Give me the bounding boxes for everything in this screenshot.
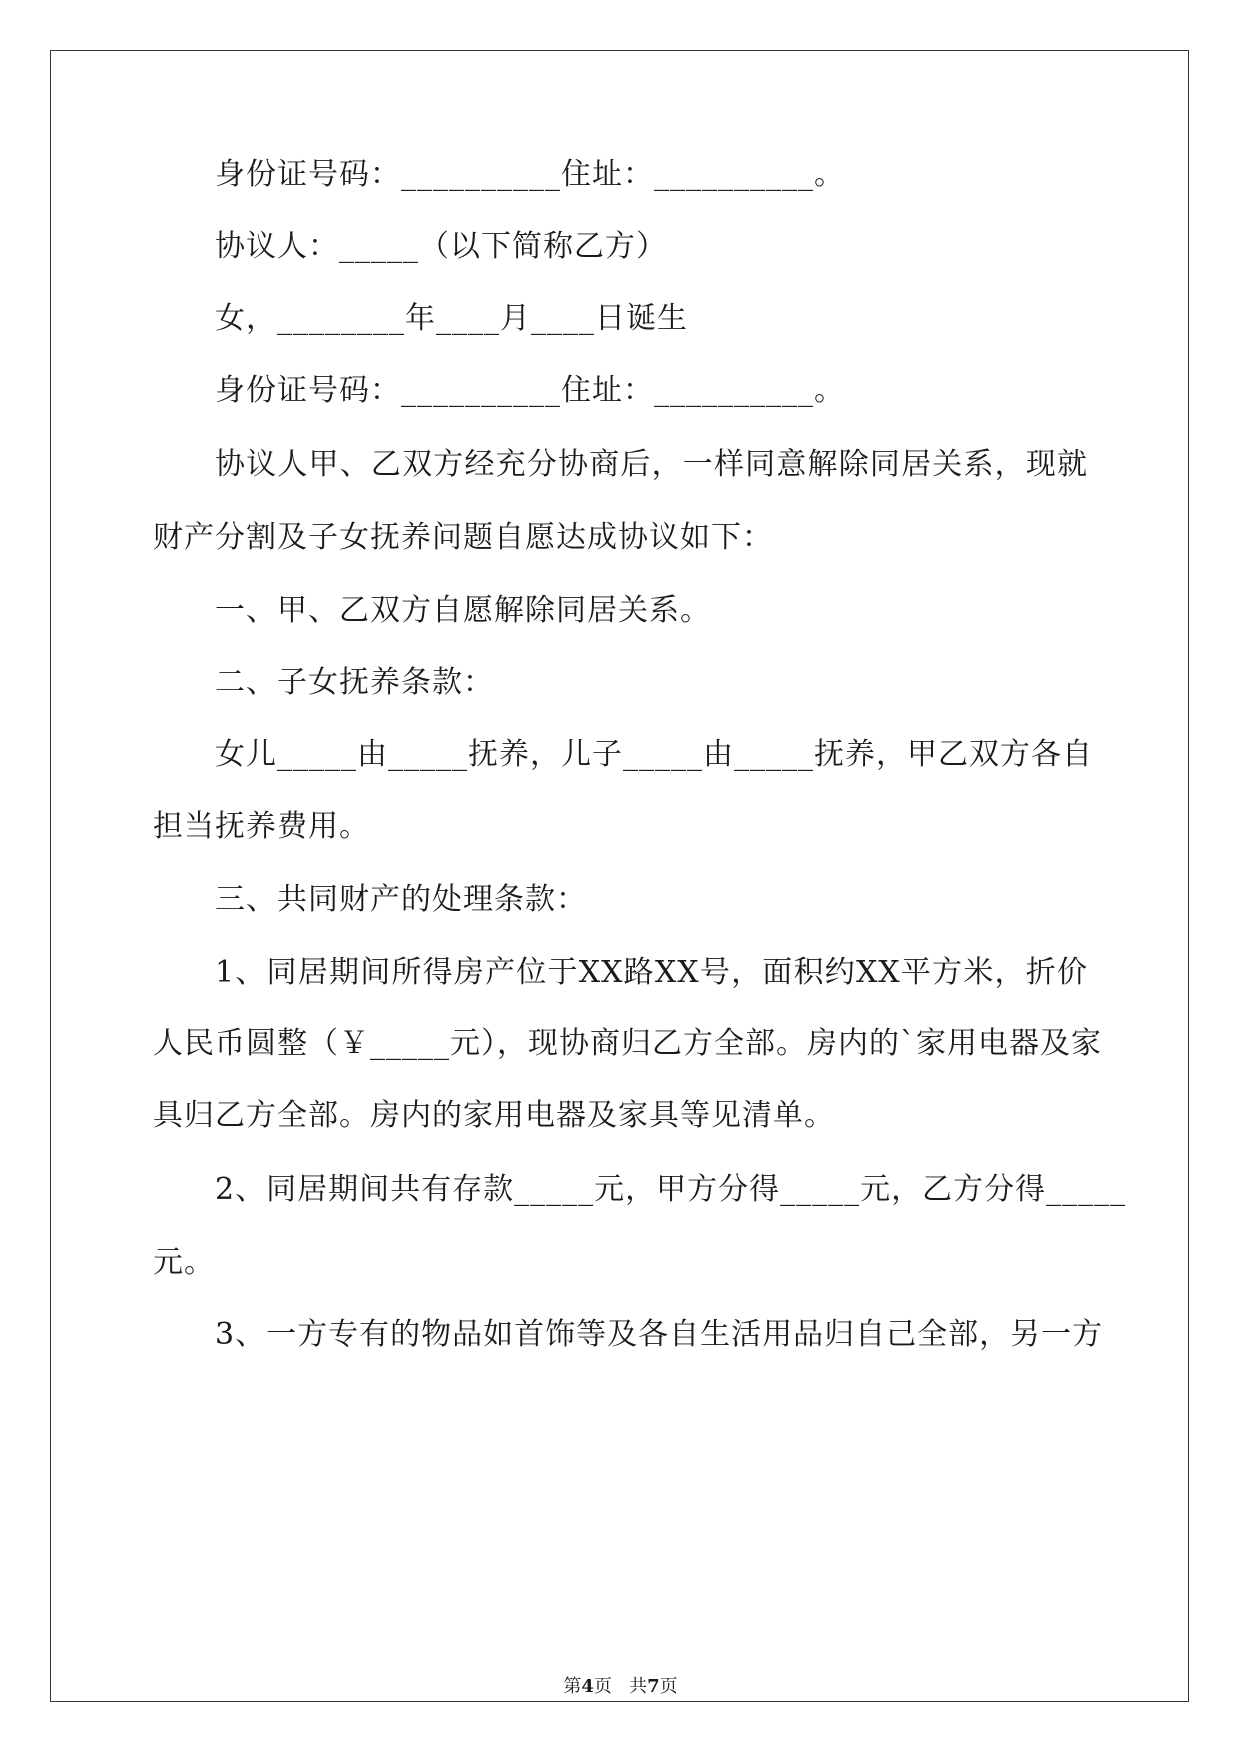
id-address-line-b: 身份证号码：__________住址：__________。 bbox=[215, 373, 845, 408]
birth-date-line: 女，________年____月____日诞生 bbox=[215, 301, 688, 336]
item-3-line-1: 3、一方专有的物品如首饰等及各自生活用品归自己全部，另一方 bbox=[215, 1317, 1104, 1352]
item-2-line-1: 2、同居期间共有存款_____元，甲方分得_____元，乙方分得_____ bbox=[215, 1172, 1127, 1207]
party-b-line: 协议人：_____（以下简称乙方） bbox=[215, 229, 667, 264]
footer-mid: 页 共 bbox=[593, 1676, 648, 1697]
clause-one: 一、甲、乙双方自愿解除同居关系。 bbox=[215, 593, 711, 628]
footer-suffix: 页 bbox=[659, 1676, 678, 1697]
clause-two-line-1: 女儿_____由_____抚养，儿子_____由_____抚养，甲乙双方各自 bbox=[215, 737, 1093, 772]
item-2-line-2: 元。 bbox=[153, 1245, 215, 1280]
clause-two-heading: 二、子女抚养条款： bbox=[215, 665, 494, 700]
clause-three-heading: 三、共同财产的处理条款： bbox=[215, 882, 587, 917]
footer-prefix: 第 bbox=[563, 1676, 582, 1697]
agreement-intro-line-2: 财产分割及子女抚养问题自愿达成协议如下： bbox=[153, 520, 773, 555]
clause-two-line-2: 担当抚养费用。 bbox=[153, 809, 370, 844]
item-1-line-1: 1、同居期间所得房产位于XX路XX号，面积约XX平方米，折价 bbox=[215, 955, 1088, 990]
item-1-line-2: 人民币圆整（￥_____元），现协商归乙方全部。房内的`家用电器及家 bbox=[153, 1026, 1102, 1061]
item-1-line-3: 具归乙方全部。房内的家用电器及家具等见清单。 bbox=[153, 1098, 835, 1133]
page-number-footer bbox=[0, 1675, 1241, 1699]
id-address-line-a: 身份证号码：__________住址：__________。 bbox=[215, 157, 845, 192]
footer-current-page: 4 bbox=[581, 1676, 594, 1697]
agreement-intro-line-1: 协议人甲、乙双方经充分协商后，一样同意解除同居关系，现就 bbox=[215, 447, 1088, 482]
footer-total-pages: 7 bbox=[647, 1676, 660, 1697]
page-border bbox=[50, 50, 1189, 1702]
